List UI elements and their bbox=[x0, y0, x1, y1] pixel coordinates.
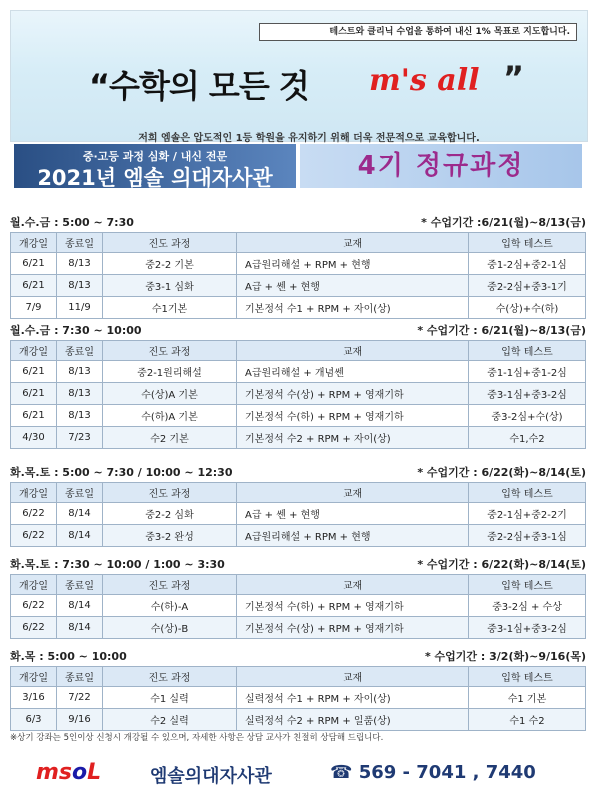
cell-end: 8/13 bbox=[57, 253, 103, 275]
schedule-table bbox=[10, 232, 586, 319]
cell-test: 중3-2심 + 수상 bbox=[469, 595, 586, 617]
cell-textbook: A급원리해설 + RPM + 현행 bbox=[237, 525, 469, 547]
cell-test: 중1-2심+중2-1심 bbox=[469, 253, 586, 275]
schedule-table bbox=[10, 340, 586, 449]
cell-course: 중2-2 기본 bbox=[103, 253, 237, 275]
table-row bbox=[11, 525, 586, 547]
section-days: 화.목.토 : 7:30 ~ 10:00 / 1:00 ~ 3:30 bbox=[10, 558, 225, 571]
course-banner bbox=[14, 144, 296, 188]
section-period: * 수업기간 : 6/22(화)~8/14(토) bbox=[417, 558, 586, 571]
intro-text: 저희 엠솔은 압도적인 1등 학원을 유지하기 위해 더욱 전문적으로 교육합니다. bbox=[138, 133, 480, 144]
col-test: 입학 테스트 bbox=[469, 233, 586, 253]
cell-test: 중2-1심+중2-2기 bbox=[469, 503, 586, 525]
col-end: 종료일 bbox=[57, 341, 103, 361]
col-test: 입학 테스트 bbox=[469, 667, 586, 687]
cell-course: 중2-1원리해설 bbox=[103, 361, 237, 383]
cell-textbook: A급원리해설 + RPM + 현행 bbox=[237, 253, 469, 275]
cell-course: 중3-2 완성 bbox=[103, 525, 237, 547]
section-header bbox=[10, 212, 586, 232]
cell-test: 중3-2심+수(상) bbox=[469, 405, 586, 427]
cell-end: 8/13 bbox=[57, 383, 103, 405]
hero-banner bbox=[10, 10, 588, 142]
table-row bbox=[11, 595, 586, 617]
cell-start: 6/21 bbox=[11, 361, 57, 383]
table-header-row bbox=[11, 667, 586, 687]
cell-textbook: 기본정석 수(상) + RPM + 영재기하 bbox=[237, 383, 469, 405]
cell-end: 11/9 bbox=[57, 297, 103, 319]
col-course: 진도 과정 bbox=[103, 667, 237, 687]
section-period: * 수업기간 : 6/21(월)~8/13(금) bbox=[417, 324, 586, 337]
cell-start: 7/9 bbox=[11, 297, 57, 319]
cell-course: 수1 실력 bbox=[103, 687, 237, 709]
cell-end: 8/14 bbox=[57, 617, 103, 639]
section-days: 화.목 : 5:00 ~ 10:00 bbox=[10, 650, 127, 663]
cell-start: 6/22 bbox=[11, 503, 57, 525]
cell-textbook: 실력정석 수2 + RPM + 일품(상) bbox=[237, 709, 469, 731]
cell-start: 6/3 bbox=[11, 709, 57, 731]
col-textbook: 교재 bbox=[237, 233, 469, 253]
section-days: 월.수.금 : 5:00 ~ 7:30 bbox=[10, 216, 134, 229]
schedule-section-3 bbox=[10, 462, 586, 547]
cell-test: 수1,수2 bbox=[469, 427, 586, 449]
table-row bbox=[11, 617, 586, 639]
col-textbook: 교재 bbox=[237, 667, 469, 687]
table-row bbox=[11, 275, 586, 297]
cell-end: 7/22 bbox=[57, 687, 103, 709]
cell-course: 중2-2 심화 bbox=[103, 503, 237, 525]
banner-tag: 중·고등 과정 심화 / 내신 전문 bbox=[82, 150, 228, 163]
cell-course: 수(상)-B bbox=[103, 617, 237, 639]
schedule-table bbox=[10, 574, 586, 639]
schedule-table bbox=[10, 482, 586, 547]
cell-course: 수(하)-A bbox=[103, 595, 237, 617]
cell-textbook: A급원리해설 + 개념쎈 bbox=[237, 361, 469, 383]
cell-start: 3/16 bbox=[11, 687, 57, 709]
table-row bbox=[11, 503, 586, 525]
col-end: 종료일 bbox=[57, 667, 103, 687]
col-textbook: 교재 bbox=[237, 483, 469, 503]
col-course: 진도 과정 bbox=[103, 233, 237, 253]
cell-textbook: 기본정석 수(하) + RPM + 영재기하 bbox=[237, 595, 469, 617]
col-end: 종료일 bbox=[57, 575, 103, 595]
academy-name: 엠솔의대자사관 bbox=[150, 766, 272, 787]
cell-end: 8/13 bbox=[57, 361, 103, 383]
cell-textbook: 실력정석 수1 + RPM + 자이(상) bbox=[237, 687, 469, 709]
cell-course: 수2 실력 bbox=[103, 709, 237, 731]
cell-start: 6/21 bbox=[11, 253, 57, 275]
schedule-section-2 bbox=[10, 320, 586, 449]
phone-number: ☎ 569 - 7041 , 7440 bbox=[330, 762, 536, 783]
table-row bbox=[11, 297, 586, 319]
section-header bbox=[10, 646, 586, 666]
cell-course: 수(하)A 기본 bbox=[103, 405, 237, 427]
cell-test: 수1 수2 bbox=[469, 709, 586, 731]
table-header-row bbox=[11, 483, 586, 503]
schedule-section-4 bbox=[10, 554, 586, 639]
col-start: 개강일 bbox=[11, 667, 57, 687]
cell-start: 6/21 bbox=[11, 405, 57, 427]
cell-start: 4/30 bbox=[11, 427, 57, 449]
term-banner: 4기 정규과정 bbox=[300, 144, 582, 188]
table-row bbox=[11, 405, 586, 427]
col-course: 진도 과정 bbox=[103, 341, 237, 361]
cell-textbook: 기본정석 수(하) + RPM + 영재기하 bbox=[237, 405, 469, 427]
col-course: 진도 과정 bbox=[103, 575, 237, 595]
table-row bbox=[11, 361, 586, 383]
section-period: * 수업기간 :6/21(월)~8/13(금) bbox=[421, 216, 586, 229]
cell-end: 8/14 bbox=[57, 503, 103, 525]
section-header bbox=[10, 320, 586, 340]
cell-test: 중2-2심+중3-1기 bbox=[469, 275, 586, 297]
cell-test: 수(상)+수(하) bbox=[469, 297, 586, 319]
col-test: 입학 테스트 bbox=[469, 341, 586, 361]
cell-textbook: 기본정석 수1 + RPM + 자이(상) bbox=[237, 297, 469, 319]
table-header-row bbox=[11, 341, 586, 361]
cell-start: 6/22 bbox=[11, 525, 57, 547]
cell-end: 8/14 bbox=[57, 525, 103, 547]
col-end: 종료일 bbox=[57, 483, 103, 503]
col-start: 개강일 bbox=[11, 341, 57, 361]
footer-logo bbox=[36, 760, 101, 785]
cell-test: 중3-1심+중3-2심 bbox=[469, 383, 586, 405]
cell-start: 6/21 bbox=[11, 383, 57, 405]
footer-logo-part: L bbox=[87, 760, 102, 785]
schedule-section-5 bbox=[10, 646, 586, 731]
col-start: 개강일 bbox=[11, 483, 57, 503]
table-row bbox=[11, 709, 586, 731]
brand-logo: m's all bbox=[369, 63, 480, 98]
col-course: 진도 과정 bbox=[103, 483, 237, 503]
cell-textbook: A급 + 쎈 + 현행 bbox=[237, 275, 469, 297]
section-period: * 수업기간 : 6/22(화)~8/14(토) bbox=[417, 466, 586, 479]
slogan: 테스트와 클리닉 수업을 통하여 내신 1% 목표로 지도합니다. bbox=[259, 23, 577, 41]
cell-test: 수1 기본 bbox=[469, 687, 586, 709]
cell-end: 8/13 bbox=[57, 275, 103, 297]
cell-end: 9/16 bbox=[57, 709, 103, 731]
table-row bbox=[11, 427, 586, 449]
col-end: 종료일 bbox=[57, 233, 103, 253]
table-row bbox=[11, 687, 586, 709]
cell-test: 중1-1심+중1-2심 bbox=[469, 361, 586, 383]
section-days: 월.수.금 : 7:30 ~ 10:00 bbox=[10, 324, 142, 337]
table-header-row bbox=[11, 575, 586, 595]
cell-start: 6/22 bbox=[11, 617, 57, 639]
footer-logo-part: o bbox=[72, 760, 88, 785]
schedule-table bbox=[10, 666, 586, 731]
col-textbook: 교재 bbox=[237, 575, 469, 595]
cell-end: 7/23 bbox=[57, 427, 103, 449]
banner-title: 2021년 엠솔 의대자사관 bbox=[37, 166, 273, 190]
table-header-row bbox=[11, 233, 586, 253]
footer-logo-part: ms bbox=[36, 760, 73, 785]
cell-course: 수1기본 bbox=[103, 297, 237, 319]
col-textbook: 교재 bbox=[237, 341, 469, 361]
cell-test: 중3-1심+중3-2심 bbox=[469, 617, 586, 639]
col-test: 입학 테스트 bbox=[469, 483, 586, 503]
cell-course: 수(상)A 기본 bbox=[103, 383, 237, 405]
footnote: ※상기 강좌는 5인이상 신청시 개강될 수 있으며, 자세한 사항은 상담 교사가 친절히 상담해 드립니다. bbox=[10, 733, 384, 743]
table-row bbox=[11, 253, 586, 275]
section-days: 화.목.토 : 5:00 ~ 7:30 / 10:00 ~ 12:30 bbox=[10, 466, 233, 479]
col-test: 입학 테스트 bbox=[469, 575, 586, 595]
cell-course: 수2 기본 bbox=[103, 427, 237, 449]
cell-textbook: 기본정석 수(상) + RPM + 영재기하 bbox=[237, 617, 469, 639]
section-header bbox=[10, 462, 586, 482]
col-start: 개강일 bbox=[11, 575, 57, 595]
col-start: 개강일 bbox=[11, 233, 57, 253]
section-period: * 수업기간 : 3/2(화)~9/16(목) bbox=[424, 650, 586, 663]
main-title: “수학의 모든 것 bbox=[89, 67, 309, 105]
section-header bbox=[10, 554, 586, 574]
close-quote: ” bbox=[503, 59, 525, 97]
cell-end: 8/14 bbox=[57, 595, 103, 617]
cell-textbook: A급 + 쎈 + 현행 bbox=[237, 503, 469, 525]
cell-textbook: 기본정석 수2 + RPM + 자이(상) bbox=[237, 427, 469, 449]
cell-test: 중2-2심+중3-1심 bbox=[469, 525, 586, 547]
cell-start: 6/22 bbox=[11, 595, 57, 617]
cell-course: 중3-1 심화 bbox=[103, 275, 237, 297]
schedule-section-1 bbox=[10, 212, 586, 319]
table-row bbox=[11, 383, 586, 405]
cell-end: 8/13 bbox=[57, 405, 103, 427]
cell-start: 6/21 bbox=[11, 275, 57, 297]
